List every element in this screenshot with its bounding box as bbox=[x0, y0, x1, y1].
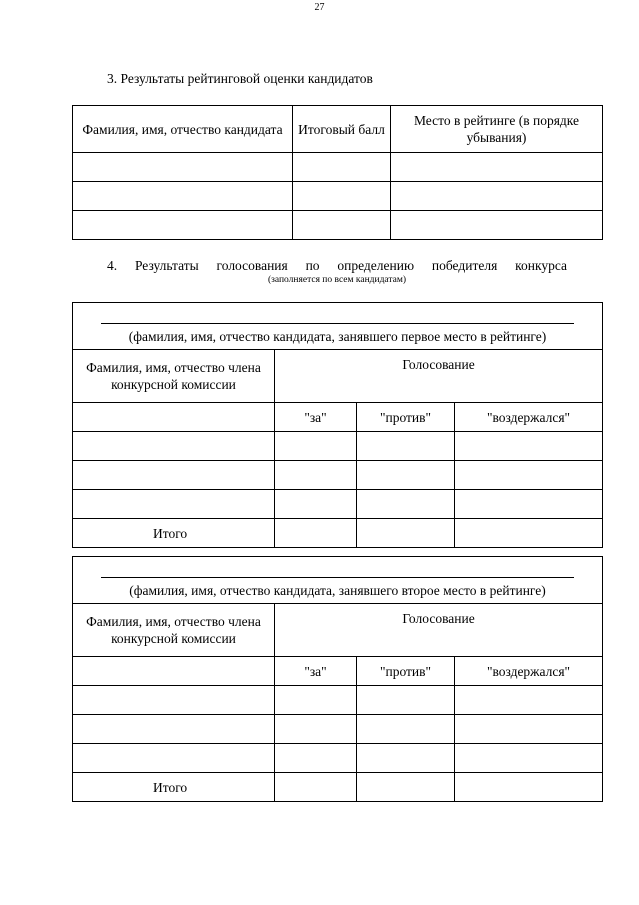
table-cell[interactable] bbox=[391, 211, 603, 240]
header-vote-abstain: "воздержался" bbox=[455, 657, 603, 686]
total-row bbox=[73, 773, 603, 802]
candidate-row bbox=[73, 557, 603, 604]
section-4-note: (заполняется по всем кандидатам) bbox=[267, 275, 407, 285]
table-row bbox=[73, 686, 603, 715]
table-cell[interactable] bbox=[357, 461, 455, 490]
table-cell[interactable] bbox=[73, 461, 275, 490]
table-cell[interactable] bbox=[455, 773, 603, 802]
table-row bbox=[73, 211, 603, 240]
header-vote-for: "за" bbox=[275, 657, 357, 686]
table-row bbox=[73, 182, 603, 211]
table-cell[interactable] bbox=[73, 686, 275, 715]
table-cell[interactable] bbox=[275, 519, 357, 548]
voting-table-first-place bbox=[72, 302, 603, 548]
table-cell[interactable] bbox=[275, 686, 357, 715]
rating-results-table bbox=[72, 105, 603, 240]
candidate-caption: (фамилия, имя, отчество кандидата, занявшего первое место в рейтинге) bbox=[128, 329, 547, 344]
table-cell[interactable] bbox=[357, 744, 455, 773]
header-vote-abstain: "воздержался" bbox=[455, 403, 603, 432]
header-vote-against: "против" bbox=[357, 403, 455, 432]
table-cell[interactable] bbox=[357, 519, 455, 548]
header-voting: Голосование bbox=[275, 604, 603, 657]
header-voting: Голосование bbox=[275, 350, 603, 403]
table-cell[interactable] bbox=[455, 744, 603, 773]
candidate-cell[interactable] bbox=[73, 303, 603, 350]
candidate-row bbox=[73, 303, 603, 350]
table-cell[interactable] bbox=[275, 490, 357, 519]
header-rating-place: Место в рейтинге (в порядке убывания) bbox=[391, 106, 603, 153]
table-row bbox=[73, 744, 603, 773]
header-vote-against: "против" bbox=[357, 657, 455, 686]
table-cell[interactable] bbox=[73, 744, 275, 773]
header-total-score: Итоговый балл bbox=[293, 106, 391, 153]
table-row bbox=[73, 153, 603, 182]
table-cell[interactable] bbox=[293, 153, 391, 182]
table-cell[interactable] bbox=[391, 182, 603, 211]
table-cell[interactable] bbox=[73, 490, 275, 519]
table-cell[interactable] bbox=[73, 715, 275, 744]
table-cell[interactable] bbox=[275, 773, 357, 802]
table-cell[interactable] bbox=[275, 432, 357, 461]
table-cell[interactable] bbox=[455, 715, 603, 744]
section-3-title: 3. Результаты рейтинговой оценки кандидатов bbox=[107, 71, 373, 86]
table-cell[interactable] bbox=[357, 686, 455, 715]
table-cell[interactable] bbox=[73, 432, 275, 461]
candidate-name-line bbox=[101, 577, 574, 578]
section-4-title: 4. Результаты голосования по определению победителя конкурса bbox=[107, 258, 567, 273]
table-cell[interactable] bbox=[357, 432, 455, 461]
table-header-row bbox=[73, 350, 603, 403]
table-cell[interactable] bbox=[275, 715, 357, 744]
table-cell[interactable] bbox=[455, 461, 603, 490]
candidate-name-line bbox=[101, 323, 574, 324]
header-candidate-name: Фамилия, имя, отчество кандидата bbox=[73, 106, 293, 153]
table-cell[interactable] bbox=[275, 461, 357, 490]
total-label: Итого bbox=[153, 779, 188, 795]
table-cell[interactable] bbox=[357, 490, 455, 519]
candidate-caption: (фамилия, имя, отчество кандидата, занявшего второе место в рейтинге) bbox=[129, 583, 546, 598]
table-cell[interactable] bbox=[455, 519, 603, 548]
table-cell[interactable] bbox=[357, 715, 455, 744]
candidate-cell[interactable] bbox=[73, 557, 603, 604]
table-cell[interactable] bbox=[357, 773, 455, 802]
vote-options-row bbox=[73, 657, 603, 686]
table-header-row bbox=[73, 604, 603, 657]
voting-table-second-place bbox=[72, 556, 603, 802]
table-header-row bbox=[73, 106, 603, 153]
table-cell[interactable] bbox=[455, 432, 603, 461]
table-cell[interactable] bbox=[73, 153, 293, 182]
vote-options-row bbox=[73, 403, 603, 432]
table-cell[interactable] bbox=[455, 490, 603, 519]
page-number: 27 bbox=[314, 2, 325, 13]
table-cell[interactable] bbox=[391, 153, 603, 182]
header-vote-for: "за" bbox=[275, 403, 357, 432]
table-cell[interactable] bbox=[293, 211, 391, 240]
total-row bbox=[73, 519, 603, 548]
total-label-cell bbox=[73, 773, 275, 802]
table-cell[interactable] bbox=[73, 211, 293, 240]
table-cell[interactable] bbox=[73, 403, 275, 432]
total-label: Итого bbox=[153, 525, 188, 541]
table-cell[interactable] bbox=[293, 182, 391, 211]
table-cell[interactable] bbox=[73, 182, 293, 211]
table-row bbox=[73, 715, 603, 744]
table-row bbox=[73, 490, 603, 519]
table-cell[interactable] bbox=[73, 657, 275, 686]
table-row bbox=[73, 432, 603, 461]
table-cell[interactable] bbox=[275, 744, 357, 773]
table-row bbox=[73, 461, 603, 490]
table-cell[interactable] bbox=[455, 686, 603, 715]
total-label-cell bbox=[73, 519, 275, 548]
header-member-name: Фамилия, имя, отчество члена конкурсной комиссии bbox=[73, 350, 275, 403]
header-member-name: Фамилия, имя, отчество члена конкурсной комиссии bbox=[73, 604, 275, 657]
